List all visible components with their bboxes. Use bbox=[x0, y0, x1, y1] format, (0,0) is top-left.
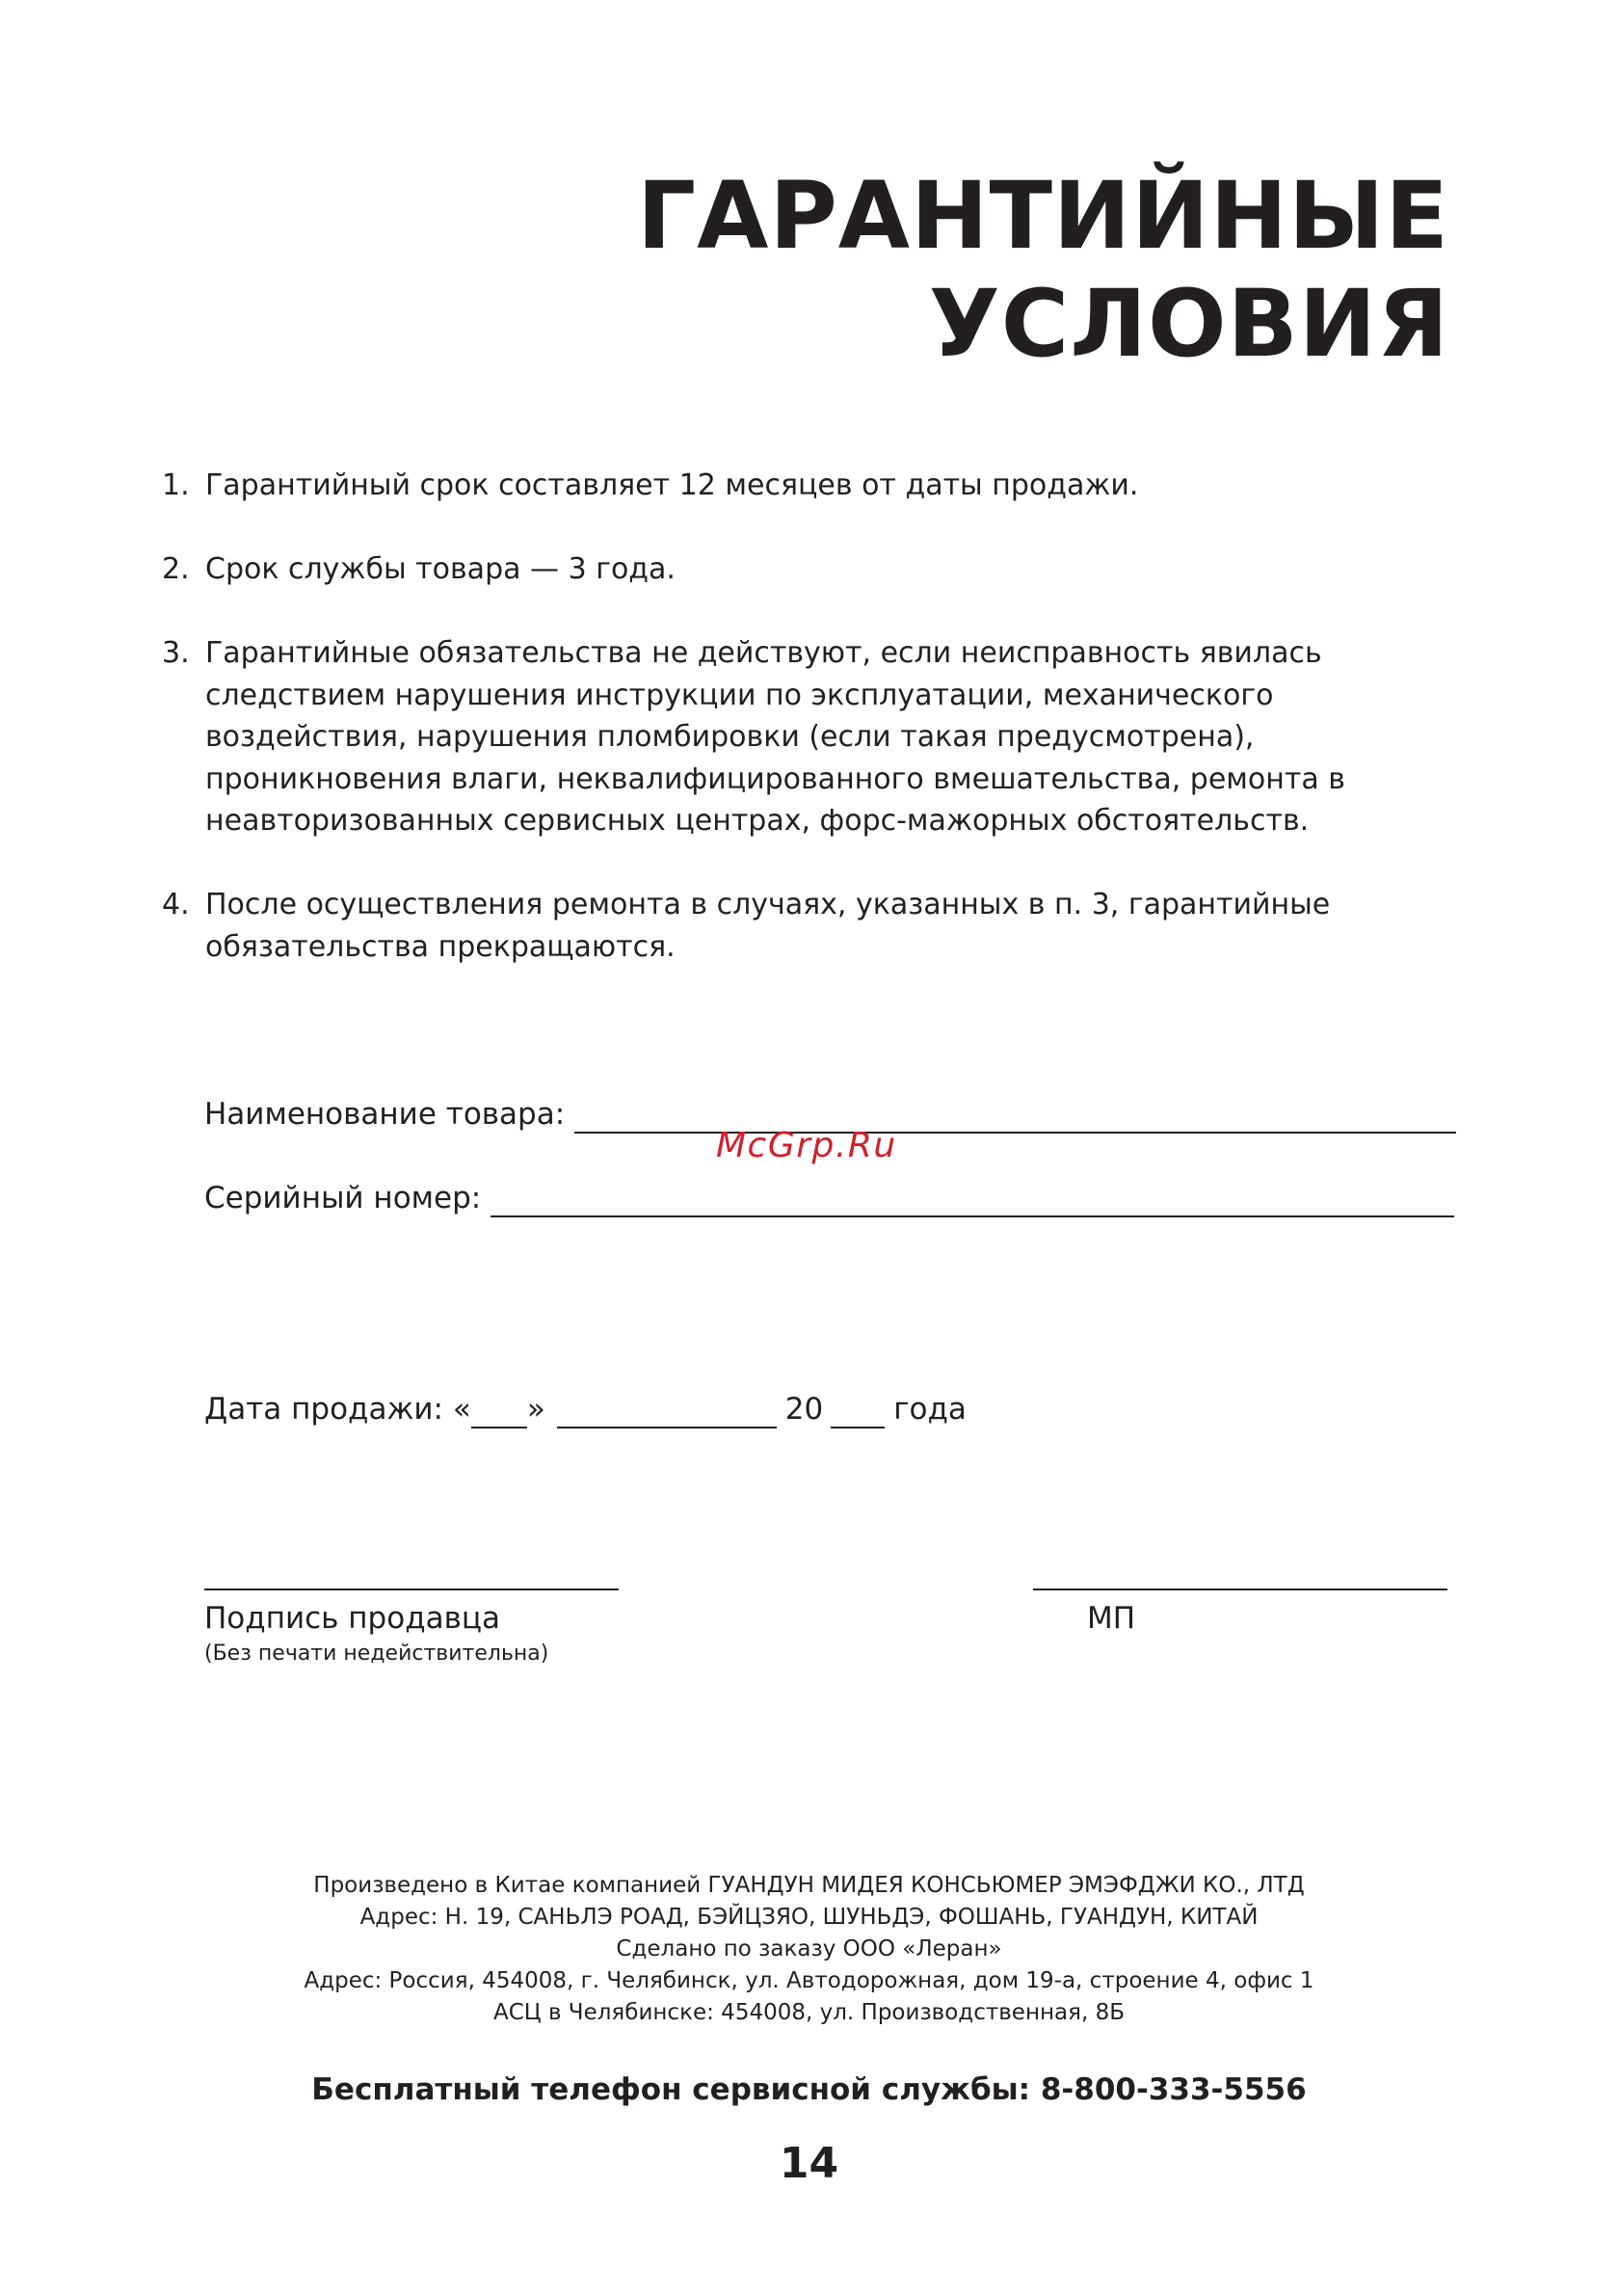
serial-number-blank[interactable] bbox=[491, 1187, 1454, 1217]
manufacturer-info bbox=[0, 1870, 1618, 2029]
condition-item-1 bbox=[162, 465, 1453, 507]
condition-number: 4. bbox=[162, 888, 190, 921]
service-phone: Бесплатный телефон сервисной службы: 8-800-333-5556 bbox=[311, 2072, 1307, 2107]
condition-item-3 bbox=[162, 632, 1453, 842]
sale-year-blank[interactable] bbox=[831, 1398, 885, 1428]
condition-number: 3. bbox=[162, 636, 190, 670]
condition-text: После осуществления ремонта в случаях, указанных в п. 3, гарантийные обязательства прекращаются. bbox=[205, 888, 1331, 964]
seller-signature-line[interactable] bbox=[204, 1589, 619, 1590]
page-number: 14 bbox=[779, 2139, 839, 2188]
seller-signature-note: (Без печати недействительна) bbox=[204, 1642, 549, 1666]
condition-item-2 bbox=[162, 548, 1453, 591]
sale-year-suffix: года bbox=[893, 1392, 967, 1427]
product-name-label: Наименование товара: bbox=[204, 1097, 566, 1132]
watermark: McGrp.Ru bbox=[716, 1126, 897, 1165]
footer-line: Сделано по заказу ООО «Леран» bbox=[616, 1936, 1002, 1962]
condition-text: Гарантийный срок составляет 12 месяцев от даты продажи. bbox=[205, 468, 1139, 502]
sale-day-blank[interactable] bbox=[471, 1398, 527, 1428]
footer-line: Адрес: Россия, 454008, г. Челябинск, ул. Автодорожная, дом 19-а, строение 4, офис 1 bbox=[304, 1968, 1314, 1993]
page-title-line-1: ГАРАНТИЙНЫЕ bbox=[636, 162, 1449, 270]
sale-date-field bbox=[204, 1390, 967, 1428]
sale-date-quote-close: » bbox=[526, 1392, 545, 1427]
serial-number-label: Серийный номер: bbox=[204, 1181, 482, 1215]
stamp-line[interactable] bbox=[1033, 1589, 1447, 1590]
serial-number-field bbox=[204, 1179, 1454, 1217]
page-title-line-2: УСЛОВИЯ bbox=[928, 270, 1449, 378]
condition-number: 1. bbox=[162, 468, 190, 502]
footer-line: АСЦ в Челябинске: 454008, ул. Производственная, 8Б bbox=[492, 2000, 1126, 2025]
product-name-blank[interactable] bbox=[574, 1103, 1456, 1134]
sale-year-prefix: 20 bbox=[784, 1392, 824, 1427]
condition-text: Гарантийные обязательства не действуют, если неисправность явилась следствием нарушения инструкции по эксплуатации, механического воздействия, нарушения пломбировки (если такая предусмотрена), проникновения влаги, неквалифицированного вмешательства, ремонта в неавторизованных сервисных центрах, форс-мажорных обстоятельств. bbox=[205, 636, 1345, 838]
sale-date-label: Дата продажи: « bbox=[204, 1392, 471, 1427]
page-title bbox=[637, 162, 1449, 378]
condition-item-4 bbox=[162, 884, 1453, 968]
seller-signature-label: Подпись продавца bbox=[204, 1601, 501, 1636]
footer-line: Произведено в Китае компанией ГУАНДУН МИДЕЯ КОНСЬЮМЕР ЭМЭФДЖИ КО., ЛТД bbox=[313, 1873, 1305, 1898]
sale-month-blank[interactable] bbox=[557, 1398, 777, 1428]
warranty-conditions-list bbox=[162, 465, 1453, 1010]
condition-number: 2. bbox=[162, 552, 190, 586]
footer-line: Адрес: Н. 19, САНЬЛЭ РОАД, БЭЙЦЗЯО, ШУНЬДЭ, ФОШАНЬ, ГУАНДУН, КИТАЙ bbox=[359, 1905, 1259, 1930]
stamp-label: МП bbox=[1087, 1601, 1136, 1636]
condition-text: Срок службы товара — 3 года. bbox=[205, 552, 676, 586]
